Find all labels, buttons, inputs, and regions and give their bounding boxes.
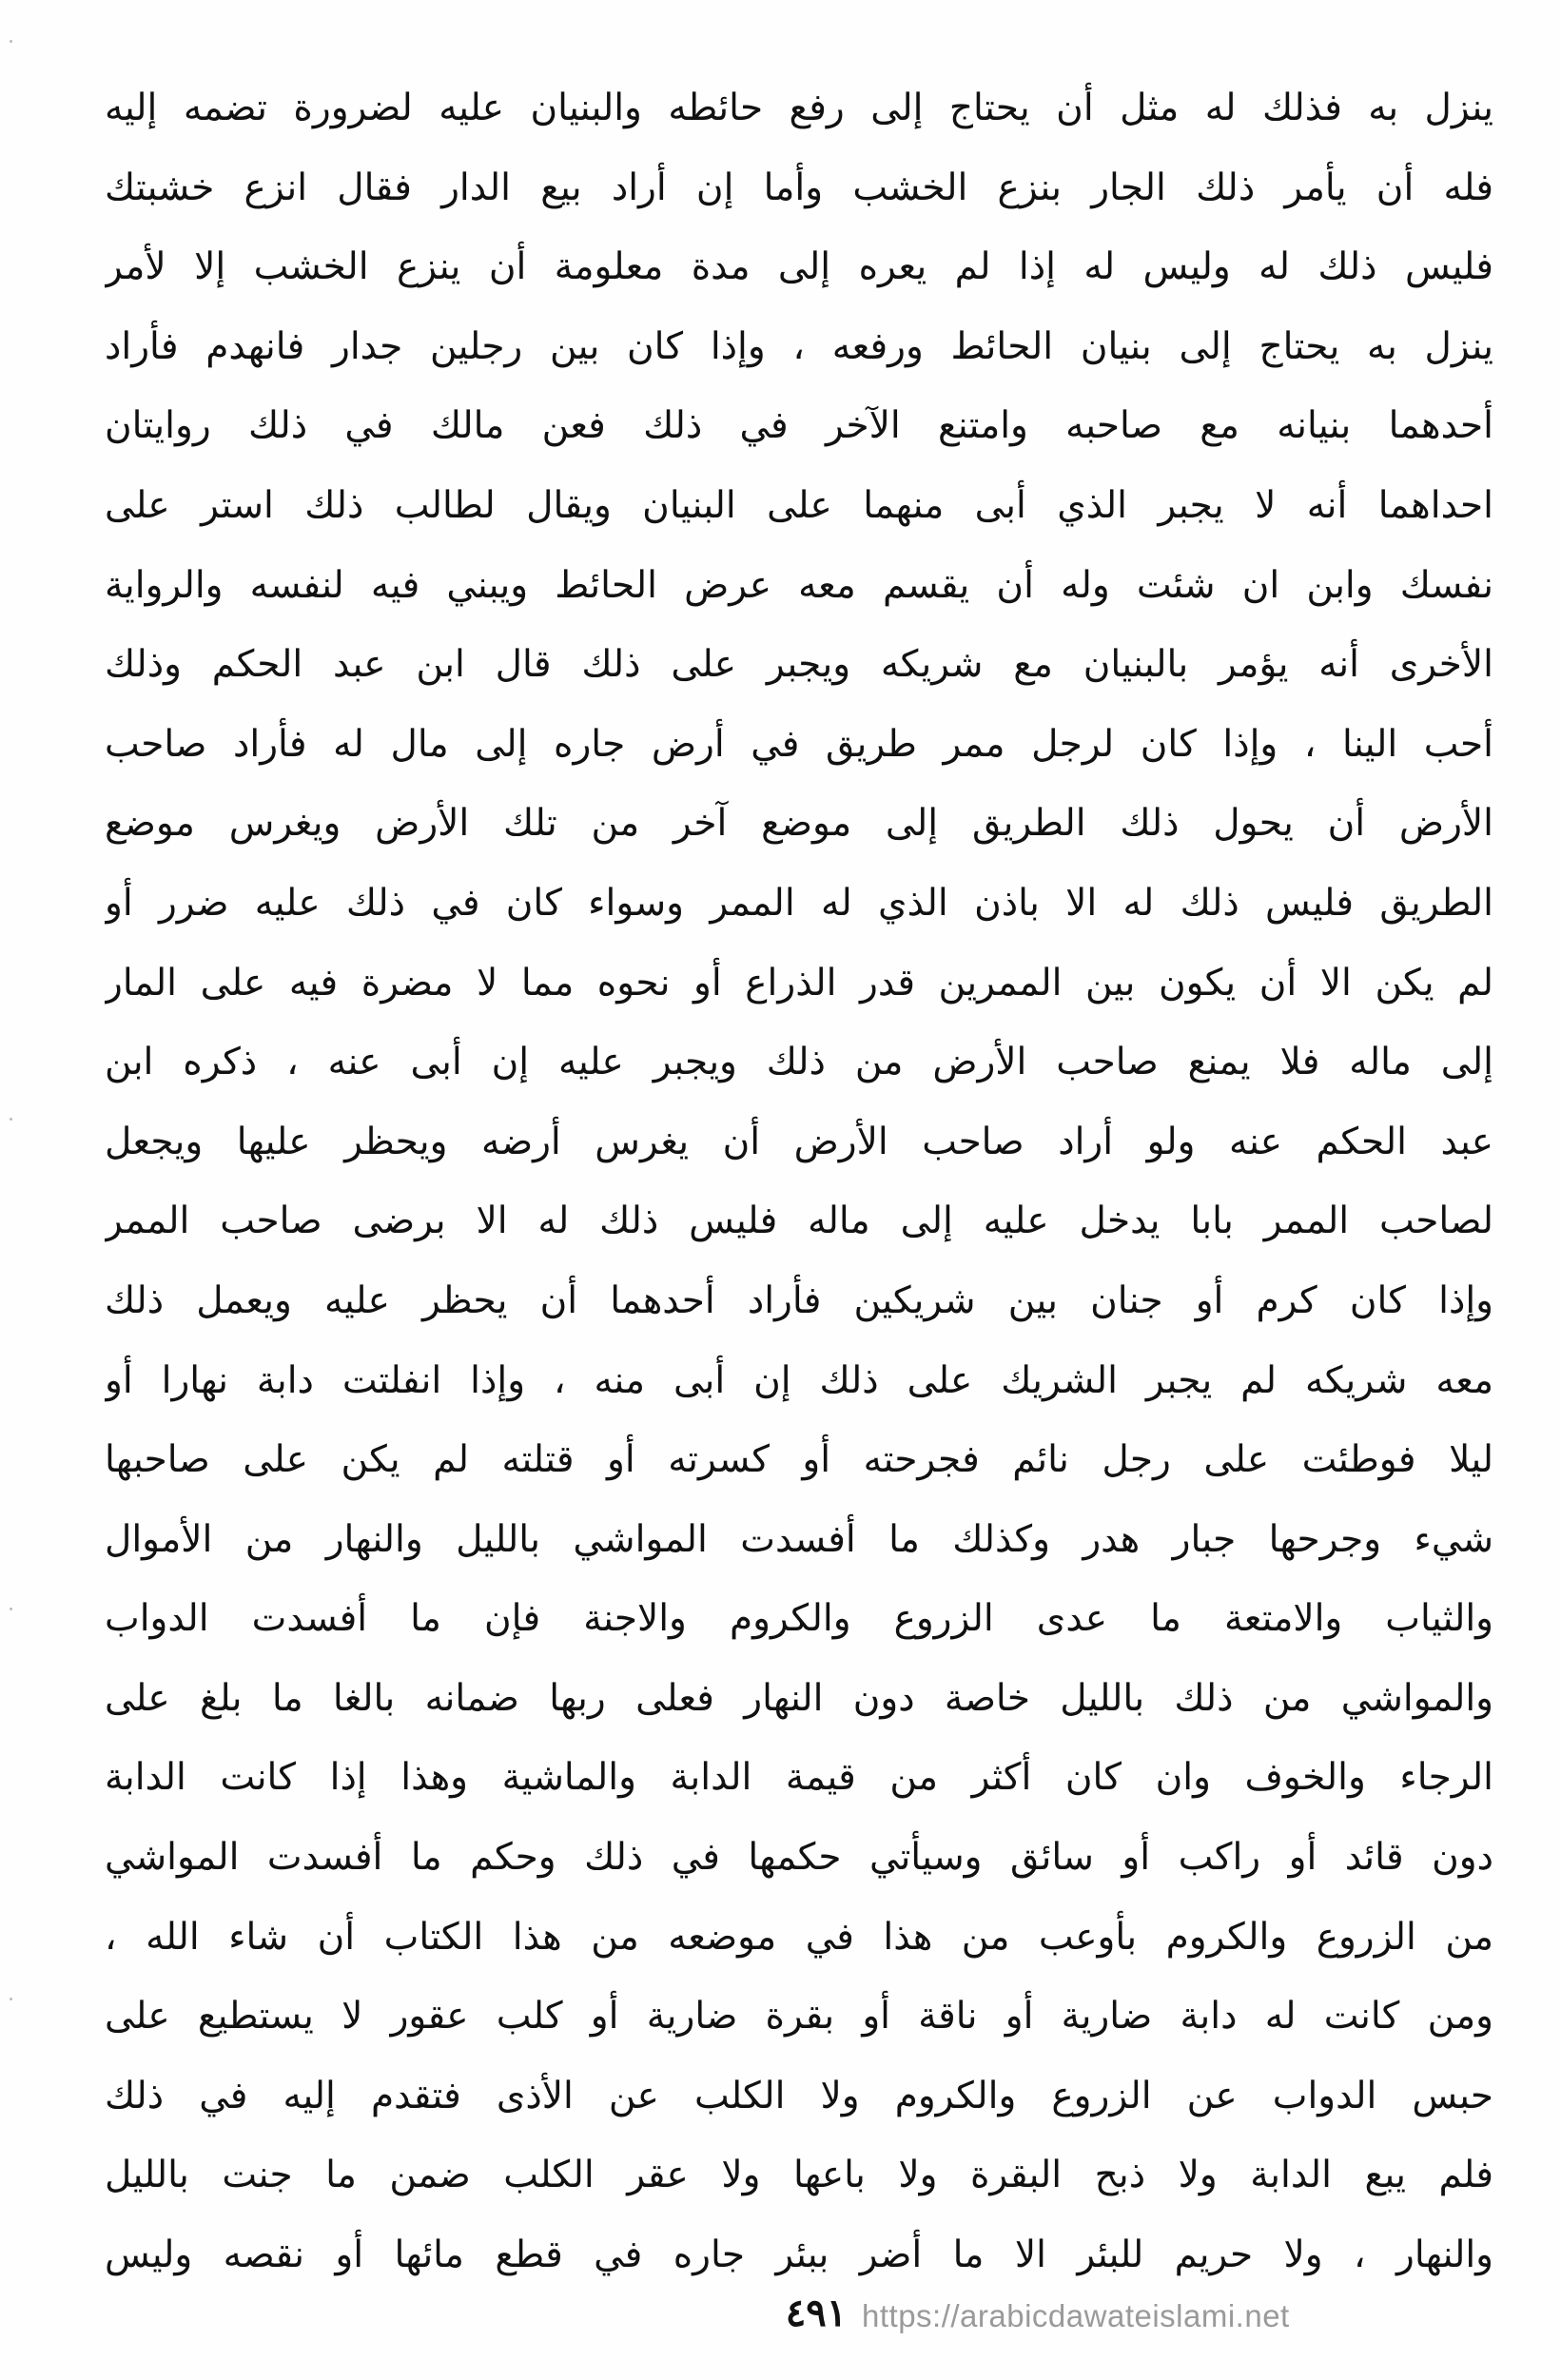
text-line: إلى ماله فلا يمنع صاحب الأرض من ذلك ويجبر عليه إن أبى عنه ، ذكره ابن xyxy=(105,1041,1493,1084)
text-line: الأرض أن يحول ذلك الطريق إلى موضع آخر من تلك الأرض ويغرس موضع xyxy=(105,802,1493,846)
body-text xyxy=(105,68,1493,2295)
text-line: احداهما أنه لا يجبر الذي أبى منهما على البنيان ويقال لطالب ذلك استر على xyxy=(105,483,1493,527)
text-line: والثياب والامتعة ما عدى الزروع والكروم والاجنة فإن ما أفسدت الدواب xyxy=(105,1597,1493,1641)
watermark-url: https://arabicdawateislami.net xyxy=(862,2298,1290,2333)
page-number: ٤٩١ xyxy=(785,2291,848,2335)
scan-speck xyxy=(10,40,12,43)
text-line: أحب الينا ، وإذا كان لرجل ممر طريق في أرض جاره إلى مال له فأراد صاحب xyxy=(105,722,1493,766)
scan-speck xyxy=(10,1998,12,2000)
text-line: ينزل به فذلك له مثل أن يحتاج إلى رفع حائطه والبنيان عليه لضرورة تضمه إليه xyxy=(105,87,1493,129)
text-line: نفسك وابن ان شئت وله أن يقسم معه عرض الحائط ويبني فيه لنفسه والرواية xyxy=(105,563,1493,607)
text-line: حبس الدواب عن الزروع والكروم ولا الكلب عن الأذى فتقدم إليه في ذلك xyxy=(105,2074,1493,2117)
text-line: أحدهما بنيانه مع صاحبه وامتنع الآخر في ذلك فعن مالك في ذلك روايتان xyxy=(105,404,1493,448)
text-line: فله أن يأمر ذلك الجار بنزع الخشب وأما إن أراد بيع الدار فقال انزع خشبتك xyxy=(105,166,1493,209)
text-line: ومن كانت له دابة ضارية أو ناقة أو بقرة ضارية أو كلب عقور لا يستطيع على xyxy=(105,1995,1493,2039)
text-line: والنهار ، ولا حريم للبئر الا ما أضر ببئر جاره في قطع مائها أو نقصه وليس xyxy=(105,2234,1493,2277)
text-line: فلم يبع الدابة ولا ذبح البقرة ولا باعها ولا عقر الكلب ضمن ما جنت بالليل xyxy=(105,2154,1493,2197)
text-line: عبد الحكم عنه ولو أراد صاحب الأرض أن يغرس أرضه ويحظر عليها ويجعل xyxy=(105,1120,1493,1163)
text-line: لم يكن الا أن يكون بين الممرين قدر الذراع أو نحوه مما لا مضرة فيه على المار xyxy=(105,961,1493,1005)
text-line: لصاحب الممر بابا يدخل عليه إلى ماله فليس ذلك له الا برضى صاحب الممر xyxy=(105,1200,1493,1243)
text-line: والمواشي من ذلك بالليل خاصة دون النهار فعلى ربها ضمانه بالغا ما بلغ على xyxy=(105,1676,1493,1720)
text-line: الرجاء والخوف وان كان أكثر من قيمة الدابة والماشية وهذا إذا كانت الدابة xyxy=(105,1756,1493,1800)
text-line: الطريق فليس ذلك له الا باذن الذي له الممر وسواء كان في ذلك عليه ضرر أو xyxy=(105,881,1493,925)
text-line: دون قائد أو راكب أو سائق وسيأتي حكمها في ذلك وحكم ما أفسدت المواشي xyxy=(105,1836,1493,1880)
scan-speck xyxy=(10,1118,12,1121)
text-line: من الزروع والكروم بأوعب من هذا في موضعه من هذا الكتاب أن شاء الله ، xyxy=(105,1915,1493,1959)
text-line: شيء وجرحها جبار هدر وكذلك ما أفسدت المواشي بالليل والنهار من الأموال xyxy=(105,1517,1493,1561)
scan-speck xyxy=(10,1608,12,1610)
text-line: ينزل به يحتاج إلى بنيان الحائط ورفعه ، وإذا كان بين رجلين جدار فانهدم فأراد xyxy=(105,324,1493,368)
text-line: معه شريكه لم يجبر الشريك على ذلك إن أبى منه ، وإذا انفلتت دابة نهارا أو xyxy=(105,1358,1493,1402)
text-line: فليس ذلك له وليس له إذا لم يعره إلى مدة معلومة أن ينزع الخشب إلا لأمر xyxy=(105,245,1493,289)
text-line: الأخرى أنه يؤمر بالبنيان مع شريكه ويجبر على ذلك قال ابن عبد الحكم وذلك xyxy=(105,643,1493,687)
text-line: وإذا كان كرم أو جنان بين شريكين فأراد أحدهما أن يحظر عليه ويعمل ذلك xyxy=(105,1278,1493,1322)
text-line: ليلا فوطئت على رجل نائم فجرحته أو كسرته أو قتلته لم يكن على صاحبها xyxy=(105,1438,1493,1482)
